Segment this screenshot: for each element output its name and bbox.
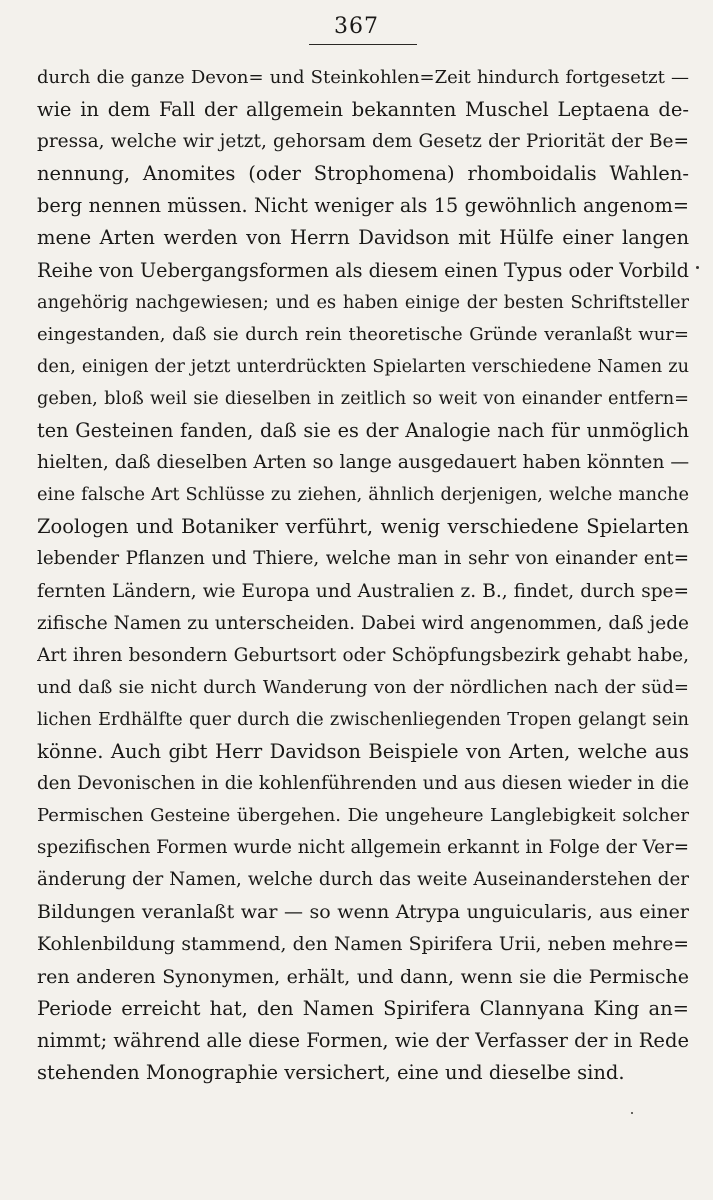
text-line: spezifischen Formen wurde nicht allgemein erkannt in Folge der Ver=: [37, 837, 689, 859]
text-line: den, einigen der jetzt unterdrückten Spielarten verschiedene Namen zu: [37, 356, 689, 377]
text-line: und daß sie nicht durch Wanderung von der nördlichen nach der süd=: [37, 676, 689, 698]
text-line: mene Arten werden von Herrn Davidson mit Hülfe einer langen: [37, 226, 689, 250]
text-line: eine falsche Art Schlüsse zu ziehen, ähnlich derjenigen, welche manche: [37, 485, 689, 506]
text-line: angehörig nachgewiesen; und es haben einige der besten Schriftsteller: [37, 292, 689, 313]
text-line: Periode erreicht hat, den Namen Spirifera Clannyana King an=: [37, 996, 689, 1020]
header-rule: [309, 44, 417, 45]
text-line: Reihe von Uebergangsformen als diesem einen Typus oder Vorbild: [37, 258, 689, 282]
text-line: berg nennen müssen. Nicht weniger als 15 gewöhnlich angenom=: [37, 194, 689, 218]
text-line: nimmt; während alle diese Formen, wie der Verfasser der in Rede: [37, 1028, 689, 1052]
text-line: Kohlenbildung stammend, den Namen Spirifera Urii, neben mehre=: [37, 933, 689, 955]
text-line: Zoologen und Botaniker verführt, wenig verschiedene Spielarten: [37, 515, 689, 539]
page-number: 367: [334, 14, 379, 39]
text-line: eingestanden, daß sie durch rein theoretische Gründe veranlaßt wur=: [37, 323, 689, 345]
text-line: ten Gesteinen fanden, daß sie es der Analogie nach für unmöglich: [37, 419, 689, 443]
text-line: zifische Namen zu unterscheiden. Dabei wird angenommen, daß jede: [37, 612, 689, 634]
text-line: den Devonischen in die kohlenführenden und aus diesen wieder in die: [37, 773, 689, 795]
text-line: lichen Erdhälfte quer durch die zwischenliegenden Tropen gelangt sein: [37, 709, 689, 730]
body-text: [37, 62, 689, 1089]
text-line: fernten Ländern, wie Europa und Australien z. B., findet, durch spe=: [37, 580, 689, 602]
text-line: geben, bloß weil sie dieselben in zeitlich so weit von einander entfern=: [37, 388, 689, 409]
text-line: änderung der Namen, welche durch das weite Auseinanderstehen der: [37, 869, 689, 891]
text-line: pressa, welche wir jetzt, gehorsam dem Gesetz der Priorität der Be=: [37, 131, 689, 153]
text-line: Bildungen veranlaßt war — so wenn Atrypa unguicularis, aus einer: [37, 901, 689, 924]
text-line: könne. Auch gibt Herr Davidson Beispiele von Arten, welche aus: [37, 739, 689, 763]
text-line: lebender Pflanzen und Thiere, welche man in sehr von einander ent=: [37, 548, 689, 570]
text-line: wie in dem Fall der allgemein bekannten Muschel Leptaena de-: [37, 98, 689, 122]
text-line: durch die ganze Devon= und Steinkohlen=Zeit hindurch fortgesetzt —: [37, 67, 689, 88]
text-line: Art ihren besondern Geburtsort oder Schöpfungsbezirk gehabt habe,: [37, 644, 689, 666]
text-line: nennung, Anomites (oder Strophomena) rhomboidalis Wahlen-: [37, 162, 689, 186]
text-line: stehenden Monographie versichert, eine und dieselbe sind.: [37, 1060, 625, 1084]
text-line: hielten, daß dieselben Arten so lange ausgedauert haben könnten —: [37, 452, 689, 474]
text-line: ren anderen Synonymen, erhält, und dann, wenn sie die Permische: [37, 965, 689, 988]
ink-speck: [631, 1112, 633, 1114]
ink-speck: [696, 266, 699, 269]
text-line: Permischen Gesteine übergehen. Die ungeheure Langlebigkeit solcher: [37, 805, 689, 827]
